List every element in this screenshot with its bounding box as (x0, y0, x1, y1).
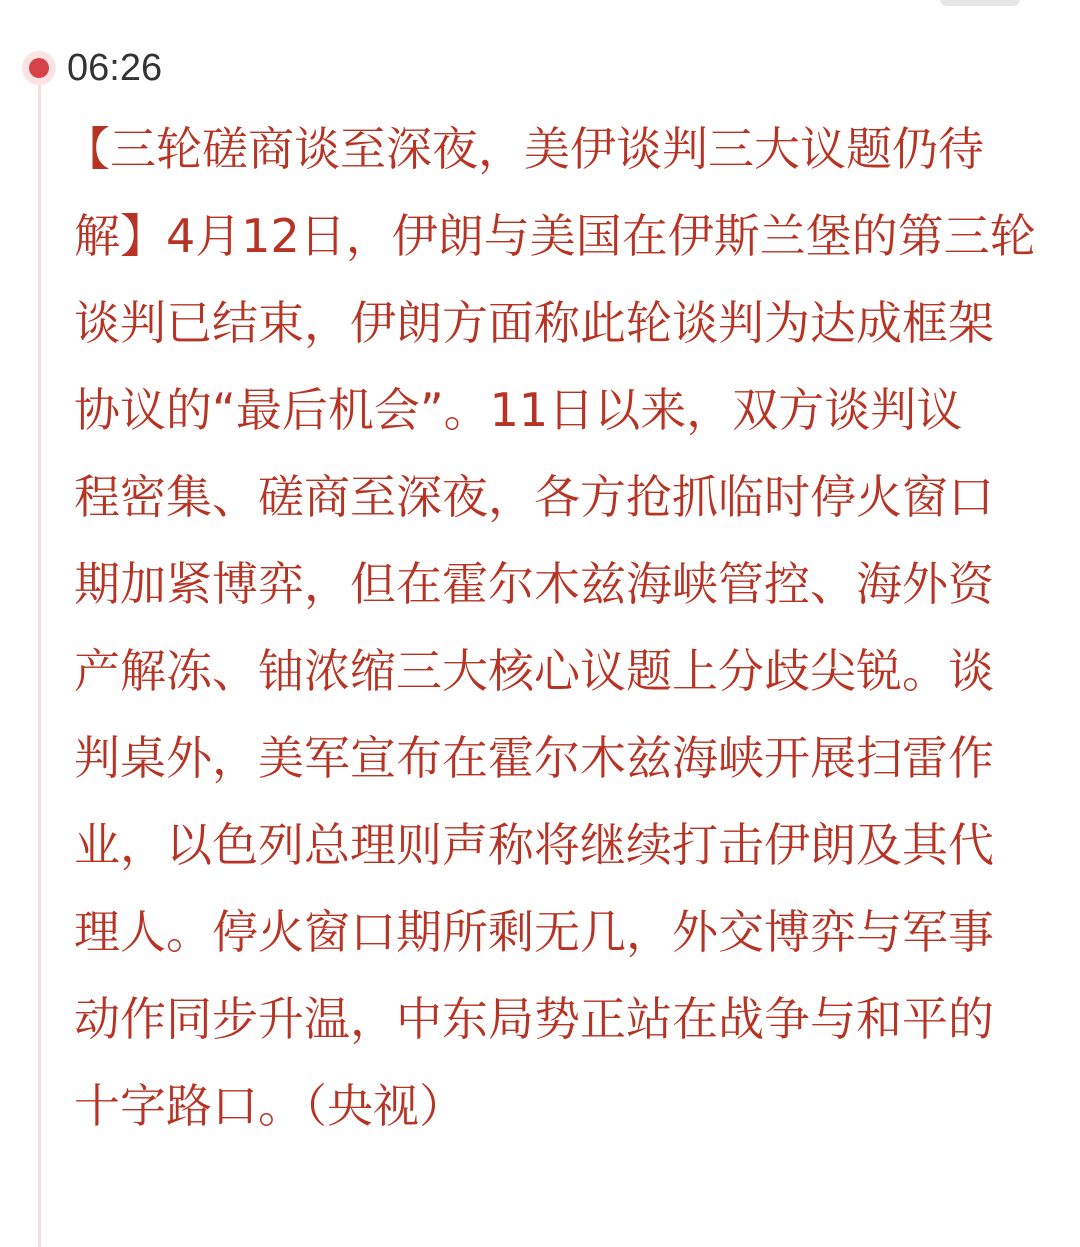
timeline-dot-icon (29, 58, 49, 78)
post-text-line: 十字路口。（央视） (74, 1079, 465, 1133)
post-text-line: 协议的“最后机会”。11日以来，双方谈判议 (74, 383, 963, 437)
timeline-line (38, 80, 41, 1247)
post-text-line: 【三轮磋商谈至深夜，美伊谈判三大议题仍待 (64, 122, 984, 176)
top-drag-handle[interactable] (940, 0, 1020, 6)
post-text-line: 产解冻、铀浓缩三大核心议题上分歧尖锐。谈 (74, 644, 994, 698)
post-time: 06:26 (67, 47, 163, 89)
post-text-line: 动作同步升温，中东局势正站在战争与和平的 (74, 992, 994, 1046)
post-text-line: 程密集、磋商至深夜，各方抢抓临时停火窗口 (74, 470, 994, 524)
post-body (64, 114, 1036, 1158)
post-text-line: 谈判已结束，伊朗方面称此轮谈判为达成框架 (74, 296, 994, 350)
post-text-line: 理人。停火窗口期所剩无几，外交博弈与军事 (74, 905, 994, 959)
post-text-line: 期加紧博弈，但在霍尔木兹海峡管控、海外资 (74, 557, 994, 611)
post-text-line: 业，以色列总理则声称将继续打击伊朗及其代 (74, 818, 994, 872)
post-text-line: 判桌外，美军宣布在霍尔木兹海峡开展扫雷作 (74, 731, 994, 785)
post-text-line: 解】4月12日，伊朗与美国在伊斯兰堡的第三轮 (74, 209, 1036, 263)
